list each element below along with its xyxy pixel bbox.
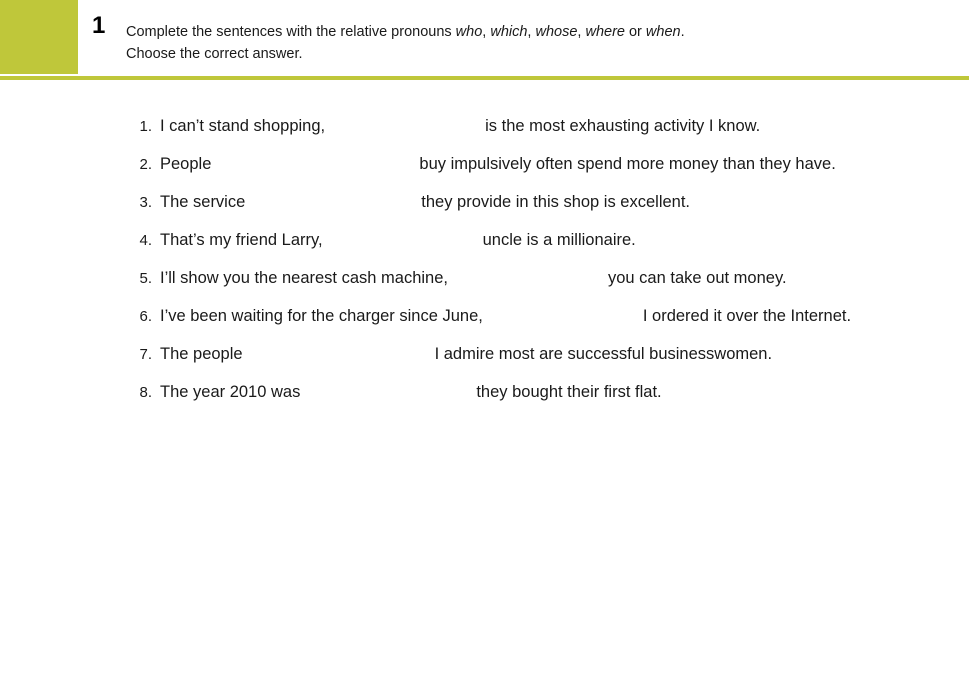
item-text-before-blank: The people [160,344,243,363]
exercise-item [0,192,969,213]
instruction-or: or [624,24,646,40]
item-text-after-blank: is the most exhausting activity I know. [485,117,761,135]
item-text-after-blank: buy impulsively often spend more money than they have. [419,154,836,173]
exercise-item [0,382,969,403]
item-text-before-blank: I’ve been waiting for the charger since June, [160,306,483,325]
item-text-before-blank: I’ll show you the nearest cash machine, [160,268,448,287]
item-text-before-blank: The year 2010 was [160,382,301,401]
pronoun-where: where [585,24,625,40]
header-divider [0,76,969,80]
item-text-before-blank: That’s my friend Larry, [160,230,323,249]
item-text-after-blank: uncle is a millionaire. [482,230,636,249]
item-number: 5. [139,269,152,287]
item-number: 1. [139,118,152,135]
pronoun-when: when [645,24,681,40]
exercise-item [0,344,969,365]
item-text-after-blank: I ordered it over the Internet. [642,306,852,325]
instruction-prefix: Complete the sentences with the relative pronouns [126,24,456,40]
instruction-sep-1: , [482,24,491,40]
item-number: 3. [139,193,152,211]
exercise-item [0,306,969,327]
item-text-before-blank: People [160,154,212,173]
instruction-line-2: Choose the correct answer. [126,45,303,62]
item-number: 2. [139,155,152,173]
item-text-after-blank: they provide in this shop is excellent. [421,192,691,211]
item-number: 6. [139,307,152,325]
exercise-item [0,268,969,289]
item-number: 4. [139,231,152,249]
header-color-block [0,0,78,74]
item-number: 7. [139,345,152,363]
exercise-items [0,116,969,420]
pronoun-who: who [455,24,483,40]
item-text-before-blank: I can’t stand shopping, [160,117,326,135]
item-number: 8. [139,383,152,401]
exercise-item [0,230,969,251]
exercise-instruction [126,22,926,66]
item-text-after-blank: they bought their first flat. [476,382,662,401]
item-text-after-blank: I admire most are successful businesswomen. [434,344,773,363]
exercise-header [0,0,969,74]
exercise-number: 1 [92,12,106,39]
instruction-sep-2: , [527,24,536,40]
instruction-period: . [680,24,685,40]
pronoun-which: which [490,24,528,40]
exercise-item [0,154,969,175]
item-text-after-blank: you can take out money. [608,268,787,287]
pronoun-whose: whose [535,24,578,40]
exercise-item [0,116,969,137]
instruction-sep-3: , [577,24,586,40]
item-text-before-blank: The service [160,192,246,211]
